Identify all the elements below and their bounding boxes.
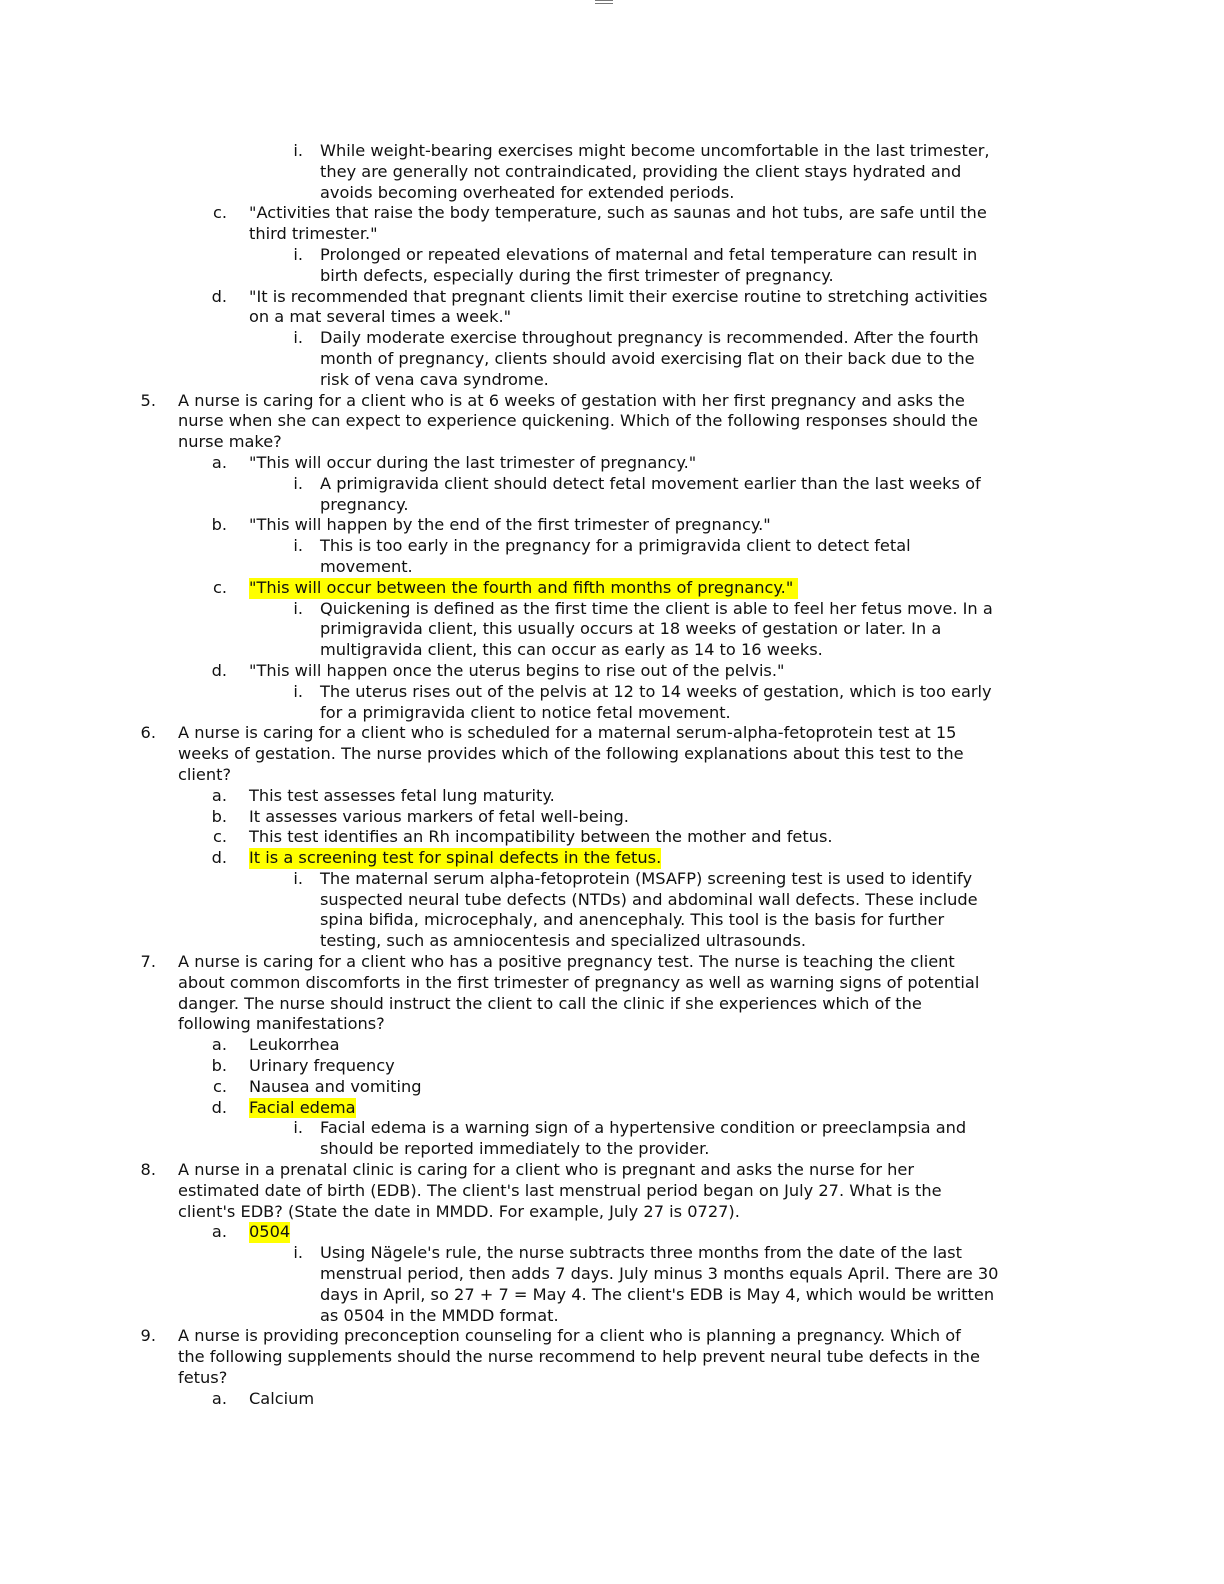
list-item-continuation: [0, 1014, 1224, 1035]
list-marker: b.: [211, 806, 227, 826]
list-text: Urinary frequency: [249, 1056, 395, 1076]
list-item: [0, 1056, 1224, 1077]
list-item-continuation: [0, 1202, 1224, 1223]
list-item-continuation: [0, 703, 1224, 724]
list-text: This test identifies an Rh incompatibility between the mother and fetus.: [249, 827, 833, 847]
list-item-continuation: [0, 973, 1224, 994]
list-text: menstrual period, then adds 7 days. July minus 3 months equals April. There are 30: [320, 1264, 999, 1284]
highlighted-answer: 0504: [249, 1222, 291, 1242]
list-item: [0, 661, 1224, 682]
list-text: While weight-bearing exercises might become uncomfortable in the last trimester,: [320, 141, 990, 160]
list-text: month of pregnancy, clients should avoid exercising flat on their back due to the: [320, 348, 975, 368]
list-text: danger. The nurse should instruct the client to call the clinic if she experiences which of the: [178, 993, 922, 1013]
list-marker: i.: [293, 598, 303, 618]
list-item: [0, 578, 1224, 599]
list-text: following manifestations?: [178, 1014, 385, 1034]
list-item: [0, 1160, 1224, 1181]
list-item: [0, 328, 1224, 349]
list-text: client's EDB? (State the date in MMDD. For example, July 27 is 0727).: [178, 1201, 740, 1221]
list-text: Using Nägele's rule, the nurse subtracts three months from the date of the last: [320, 1243, 962, 1263]
list-item-continuation: [0, 183, 1224, 204]
list-item: [0, 474, 1224, 495]
list-text: estimated date of birth (EDB). The client's last menstrual period began on July 27. What is the: [178, 1180, 942, 1200]
list-marker: c.: [212, 827, 227, 847]
list-marker: 5.: [140, 390, 156, 410]
list-text: "Activities that raise the body temperature, such as saunas and hot tubs, are safe until the: [249, 203, 987, 223]
list-text: A nurse is caring for a client who is at 6 weeks of gestation with her first pregnancy and asks the: [178, 390, 965, 410]
list-text: multigravida client, this can occur as early as 14 to 16 weeks.: [320, 640, 823, 660]
list-text: nurse when she can expect to experience quickening. Which of the following responses should the: [178, 411, 978, 431]
list-marker: 8.: [140, 1160, 156, 1180]
list-item-continuation: [0, 224, 1224, 245]
list-text: Quickening is defined as the first time the client is able to feel her fetus move. In a: [320, 598, 993, 618]
list-item-continuation: [0, 994, 1224, 1015]
list-item: [0, 1077, 1224, 1098]
list-item: [0, 786, 1224, 807]
list-text: as 0504 in the MMDD format.: [320, 1305, 559, 1325]
list-marker: i.: [293, 1243, 303, 1263]
list-text: The uterus rises out of the pelvis at 12 to 14 weeks of gestation, which is too early: [320, 681, 992, 701]
list-item-continuation: [0, 890, 1224, 911]
list-item-continuation: [0, 1368, 1224, 1389]
list-item: [0, 682, 1224, 703]
list-text: primigravida client, this usually occurs at 18 weeks of gestation or later. In a: [320, 619, 942, 639]
list-text: A nurse is caring for a client who is scheduled for a maternal serum-alpha-fetoprotein test at 15: [178, 723, 957, 743]
list-item: [0, 1035, 1224, 1056]
list-text: days in April, so 27 + 7 = May 4. The client's EDB is May 4, which would be written: [320, 1284, 995, 1304]
list-text: Facial edema is a warning sign of a hypertensive condition or preeclampsia and: [320, 1118, 967, 1138]
list-item: [0, 287, 1224, 308]
list-text: "This will happen once the uterus begins to rise out of the pelvis.": [249, 660, 785, 680]
list-marker: a.: [211, 1222, 227, 1242]
list-item-continuation: [0, 1139, 1224, 1160]
list-item-continuation: [0, 557, 1224, 578]
list-text: testing, such as amniocentesis and specialized ultrasounds.: [320, 931, 807, 951]
list-item: [0, 203, 1224, 224]
list-marker: i.: [293, 141, 303, 160]
highlighted-answer: Facial edema: [249, 1097, 356, 1117]
list-item-continuation: [0, 266, 1224, 287]
list-item-continuation: [0, 1306, 1224, 1327]
list-text: spina bifida, microcephaly, and anencephaly. This tool is the basis for further: [320, 910, 945, 930]
list-item-continuation: [0, 1181, 1224, 1202]
list-text: A nurse is providing preconception counseling for a client who is planning a pregnancy. Which of: [178, 1326, 961, 1346]
list-item: [0, 723, 1224, 744]
list-item: [0, 1118, 1224, 1139]
list-text: pregnancy.: [320, 494, 409, 514]
list-text: should be reported immediately to the provider.: [320, 1139, 710, 1159]
list-item: [0, 536, 1224, 557]
list-marker: i.: [293, 536, 303, 556]
list-item-continuation: [0, 370, 1224, 391]
list-text: about common discomforts in the first trimester of pregnancy as well as warning signs of potential: [178, 972, 980, 992]
list-text: birth defects, especially during the first trimester of pregnancy.: [320, 265, 834, 285]
list-item-continuation: [0, 349, 1224, 370]
list-marker: i.: [293, 1118, 303, 1138]
list-text: avoids becoming overheated for extended periods.: [320, 182, 735, 202]
list-item: [0, 1098, 1224, 1119]
list-marker: a.: [211, 785, 227, 805]
list-text: The maternal serum alpha-fetoprotein (MSAFP) screening test is used to identify: [320, 868, 973, 888]
list-item-continuation: [0, 1347, 1224, 1368]
list-text: A primigravida client should detect fetal movement earlier than the last weeks of: [320, 473, 981, 493]
list-marker: c.: [212, 203, 227, 223]
list-marker: 7.: [140, 952, 156, 972]
list-text: for a primigravida client to notice fetal movement.: [320, 702, 731, 722]
list-marker: b.: [211, 1056, 227, 1076]
list-marker: d.: [211, 660, 227, 680]
list-text: Daily moderate exercise throughout pregnancy is recommended. After the fourth: [320, 328, 979, 348]
list-marker: i.: [293, 244, 303, 264]
list-item: [0, 1243, 1224, 1264]
list-text: A nurse in a prenatal clinic is caring for a client who is pregnant and asks the nurse for her: [178, 1160, 914, 1180]
list-item-continuation: [0, 432, 1224, 453]
list-marker: b.: [211, 515, 227, 535]
list-marker: 9.: [140, 1326, 156, 1346]
list-text: "This will happen by the end of the first trimester of pregnancy.": [249, 515, 771, 535]
list-text: fetus?: [178, 1368, 228, 1388]
list-text: weeks of gestation. The nurse provides which of the following explanations about this test to the: [178, 744, 964, 764]
list-item: [0, 515, 1224, 536]
list-text: "It is recommended that pregnant clients limit their exercise routine to stretching activities: [249, 286, 988, 306]
list-text: This is too early in the pregnancy for a primigravida client to detect fetal: [320, 536, 911, 556]
list-text: nurse make?: [178, 432, 282, 452]
list-marker: d.: [211, 848, 227, 868]
list-item: [0, 453, 1224, 474]
list-marker: i.: [293, 868, 303, 888]
list-item-continuation: [0, 162, 1224, 183]
list-item: [0, 391, 1224, 412]
list-text: third trimester.": [249, 224, 378, 244]
list-text: movement.: [320, 556, 413, 576]
list-item: [0, 869, 1224, 890]
list-marker: i.: [293, 681, 303, 701]
list-marker: d.: [211, 286, 227, 306]
list-marker: d.: [211, 1097, 227, 1117]
list-item: [0, 1222, 1224, 1243]
list-item-continuation: [0, 307, 1224, 328]
list-text: client?: [178, 764, 232, 784]
list-item: [0, 848, 1224, 869]
list-item: [0, 1326, 1224, 1347]
list-item: [0, 141, 1224, 162]
list-text: Prolonged or repeated elevations of maternal and fetal temperature can result in: [320, 244, 978, 264]
list-text: "This will occur during the last trimester of pregnancy.": [249, 452, 697, 472]
page-header-mark: [595, 0, 613, 4]
document-body: [0, 141, 1224, 1410]
list-marker: i.: [293, 473, 303, 493]
list-text: A nurse is caring for a client who has a positive pregnancy test. The nurse is teaching the client: [178, 952, 955, 972]
list-item: [0, 599, 1224, 620]
list-item-continuation: [0, 640, 1224, 661]
list-marker: a.: [211, 452, 227, 472]
list-marker: a.: [211, 1388, 227, 1408]
list-text: It assesses various markers of fetal well-being.: [249, 806, 629, 826]
list-text: Calcium: [249, 1388, 315, 1408]
list-item: [0, 245, 1224, 266]
list-text: suspected neural tube defects (NTDs) and abdominal wall defects. These include: [320, 889, 978, 909]
list-marker: i.: [293, 328, 303, 348]
list-marker: 6.: [140, 723, 156, 743]
list-item-continuation: [0, 495, 1224, 516]
list-text: Leukorrhea: [249, 1035, 340, 1055]
list-marker: c.: [212, 1076, 227, 1096]
list-item: [0, 827, 1224, 848]
list-marker: c.: [212, 577, 227, 597]
list-item-continuation: [0, 619, 1224, 640]
list-item-continuation: [0, 910, 1224, 931]
list-item-continuation: [0, 411, 1224, 432]
list-text: This test assesses fetal lung maturity.: [249, 785, 555, 805]
list-item-continuation: [0, 1264, 1224, 1285]
list-marker: a.: [211, 1035, 227, 1055]
list-text: the following supplements should the nurse recommend to help prevent neural tube defects in the: [178, 1347, 980, 1367]
list-text: Nausea and vomiting: [249, 1076, 422, 1096]
highlighted-answer: It is a screening test for spinal defects in the fetus.: [249, 848, 662, 868]
list-text: they are generally not contraindicated, providing the client stays hydrated and: [320, 161, 962, 181]
list-text: on a mat several times a week.": [249, 307, 512, 327]
highlighted-answer: "This will occur between the fourth and fifth months of pregnancy.": [249, 577, 799, 597]
list-item-continuation: [0, 765, 1224, 786]
list-item-continuation: [0, 1285, 1224, 1306]
list-text: risk of vena cava syndrome.: [320, 369, 549, 389]
list-item: [0, 952, 1224, 973]
list-item: [0, 1389, 1224, 1410]
list-item-continuation: [0, 931, 1224, 952]
list-item-continuation: [0, 744, 1224, 765]
list-item: [0, 807, 1224, 828]
